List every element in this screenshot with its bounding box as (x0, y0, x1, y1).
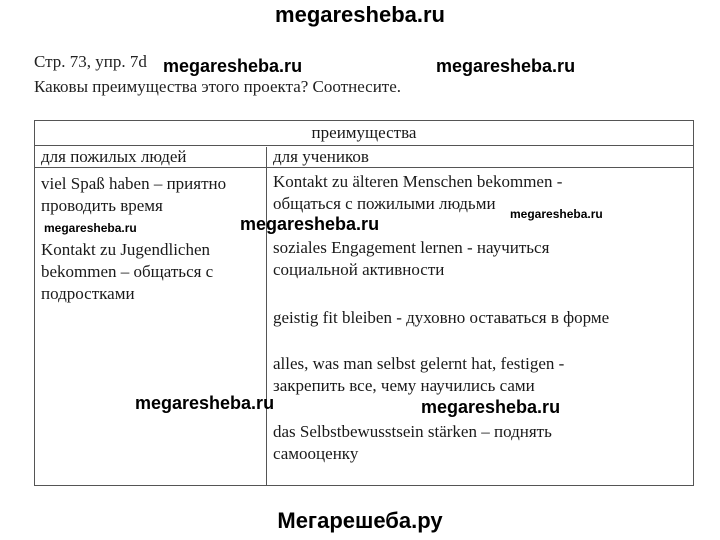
student-advantage: geistig fit bleiben - духовно оставаться в форме (273, 308, 610, 327)
task-reference: Стр. 73, упр. 7d (34, 52, 147, 71)
watermark: megaresheba.ru (436, 56, 576, 76)
column-header-students: для учеников (273, 147, 369, 166)
column-header-elderly: для пожилых людей (41, 147, 187, 166)
column-divider (266, 147, 267, 485)
site-footer-watermark: Мегарешеба.ру (277, 508, 443, 533)
watermark: megaresheba.ru (135, 393, 275, 413)
watermark: megaresheba.ru (163, 56, 303, 76)
advantages-table (34, 120, 694, 486)
watermark: megaresheba.ru (240, 214, 380, 234)
table-caption: преимущества (311, 123, 417, 142)
student-advantage: Kontakt zu älteren Menschen bekommen - общаться с пожилыми людьми (273, 172, 563, 213)
student-advantage: das Selbstbewusstsein stärken – поднять самооценку (273, 422, 552, 463)
student-advantage: alles, was man selbst gelernt hat, festigen - закрепить все, чему научились сами (273, 354, 565, 395)
elderly-advantage: Kontakt zu Jugendlichen bekommen – общаться с подростками (41, 240, 214, 303)
task-question: Каковы преимущества этого проекта? Соотнесите. (34, 77, 402, 96)
site-header-watermark: megaresheba.ru (275, 2, 445, 27)
watermark: megaresheba.ru (44, 221, 137, 235)
elderly-advantage: viel Spaß haben – приятно проводить время (41, 174, 227, 215)
watermark: megaresheba.ru (510, 207, 603, 221)
watermark: megaresheba.ru (421, 397, 561, 417)
student-advantage: soziales Engagement lernen - научиться социальной активности (273, 238, 550, 279)
